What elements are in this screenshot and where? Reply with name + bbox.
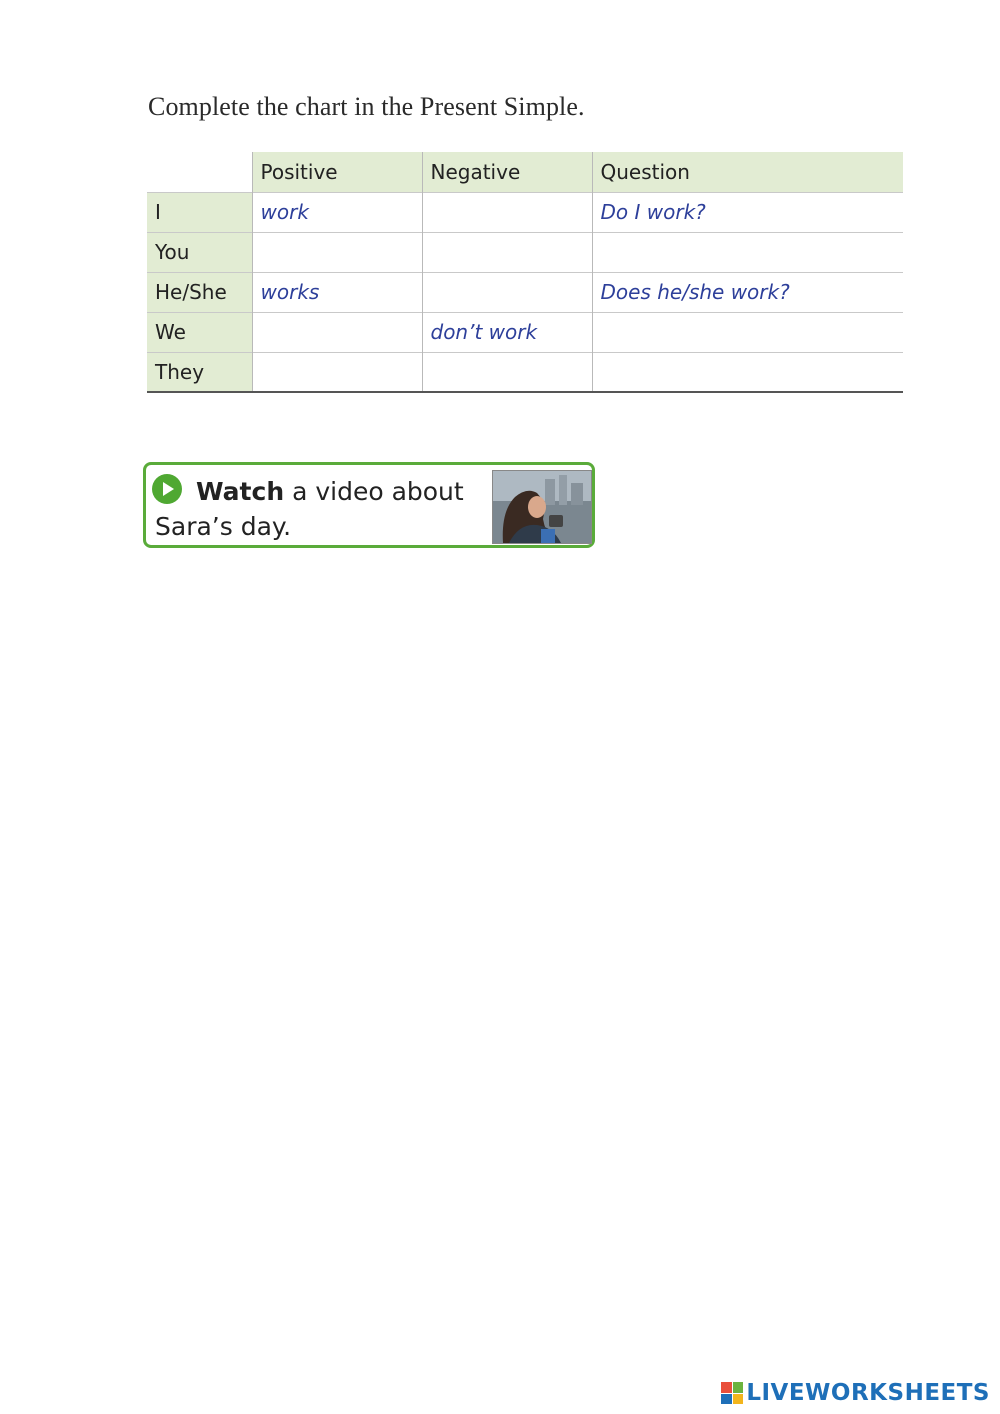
positive-answer-cell[interactable] <box>252 232 422 272</box>
corner-cell <box>147 152 252 192</box>
header-negative: Negative <box>422 152 592 192</box>
watch-video-text <box>155 474 485 544</box>
positive-answer-cell[interactable] <box>252 312 422 352</box>
question-answer-cell[interactable]: Does he/she work? <box>592 272 903 312</box>
pronoun-cell: We <box>147 312 252 352</box>
exercise-instruction: Complete the chart in the Present Simple. <box>148 92 585 121</box>
negative-answer-cell[interactable] <box>422 232 592 272</box>
question-answer-cell[interactable] <box>592 352 903 392</box>
watch-video-box[interactable] <box>143 462 595 548</box>
table-row <box>147 192 903 232</box>
question-answer-cell[interactable]: Do I work? <box>592 192 903 232</box>
pronoun-cell: You <box>147 232 252 272</box>
present-simple-chart <box>147 152 903 393</box>
negative-answer-cell[interactable] <box>422 192 592 232</box>
table-row <box>147 312 903 352</box>
brand-name: LIVEWORKSHEETS <box>746 1380 990 1406</box>
pronoun-cell: They <box>147 352 252 392</box>
table-header-row <box>147 152 903 192</box>
liveworksheets-brand <box>721 1381 990 1405</box>
table-row <box>147 272 903 312</box>
positive-answer-cell[interactable]: work <box>252 192 422 232</box>
positive-answer-cell[interactable]: works <box>252 272 422 312</box>
video-thumbnail[interactable] <box>492 470 592 544</box>
watch-description: a video about Sara’s day. <box>155 477 464 541</box>
pronoun-cell: I <box>147 192 252 232</box>
positive-answer-cell[interactable] <box>252 352 422 392</box>
liveworksheets-logo-icon <box>721 1382 743 1404</box>
negative-answer-cell[interactable]: don’t work <box>422 312 592 352</box>
header-positive: Positive <box>252 152 422 192</box>
watch-bold-label: Watch <box>196 477 285 506</box>
header-question: Question <box>592 152 903 192</box>
negative-answer-cell[interactable] <box>422 272 592 312</box>
negative-answer-cell[interactable] <box>422 352 592 392</box>
question-answer-cell[interactable] <box>592 312 903 352</box>
video-thumbnail-image <box>493 471 591 543</box>
pronoun-cell: He/She <box>147 272 252 312</box>
table-row <box>147 352 903 392</box>
question-answer-cell[interactable] <box>592 232 903 272</box>
table-row <box>147 232 903 272</box>
